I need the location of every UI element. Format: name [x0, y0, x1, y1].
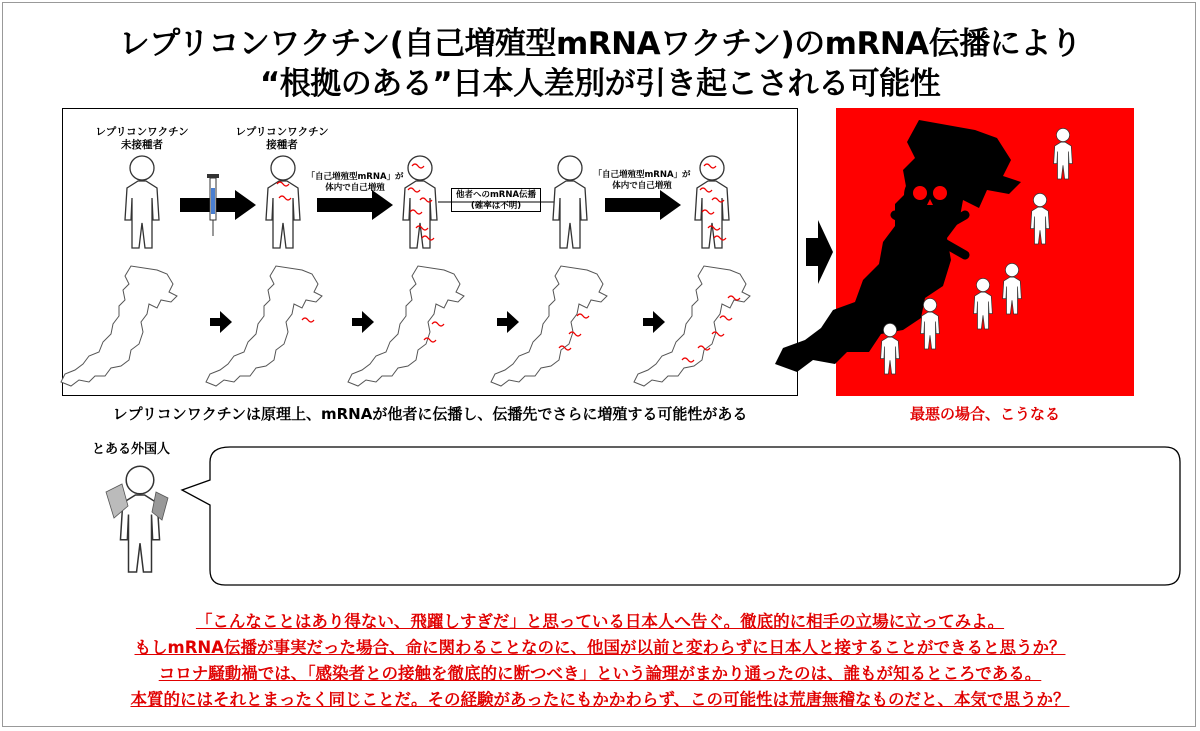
- arrow-icon: [605, 190, 681, 220]
- arrow-icon: [497, 311, 519, 333]
- warning-line: 「こんなことはあり得ない、飛躍しすぎだ」と思っている日本人へ告ぐ。徹底的に相手の立場に立ってみよ。: [195, 612, 1005, 631]
- person-icon: [553, 156, 587, 248]
- arrow-icon: [210, 311, 232, 333]
- person-icon: [695, 156, 729, 248]
- warning-line: コロナ騒動禍では、「感染者との接触を徹底的に断つべき」という論理がまかり通ったのは、誰もが知るところである。: [158, 664, 1042, 683]
- self-amplify-label: 「自己増殖型mRNA」が 体内で自己増殖: [306, 172, 404, 193]
- arrow-icon: [806, 220, 833, 284]
- arrow-icon: [317, 190, 393, 220]
- person-icon: [974, 278, 993, 329]
- arrow-icon: [643, 311, 665, 333]
- speech-bubble: [182, 447, 1180, 585]
- person-icon: [1003, 263, 1022, 314]
- diagram-caption: レプリコンワクチンは原理上、mRNAが他者に伝播し、伝播先でさらに増殖する可能性がある: [112, 405, 748, 423]
- person-icon: [1031, 193, 1050, 244]
- japan-map-icon: [61, 266, 177, 386]
- person-icon: [403, 156, 437, 248]
- person-icon: [125, 156, 159, 248]
- arrow-icon: [180, 190, 256, 220]
- spread-label: 他者へのmRNA伝播 (確率は不明): [451, 188, 541, 212]
- person-icon: [120, 466, 159, 572]
- unvaccinated-label: レプリコンワクチン 未接種者: [95, 126, 189, 151]
- warning-line: もしmRNA伝播が事実だった場合、命に関わることなのに、他国が以前と変わらずに日本人と接することができると思うか？: [134, 638, 1066, 657]
- worst-case-caption: 最悪の場合、こうなる: [909, 405, 1060, 423]
- person-icon: [881, 323, 900, 374]
- self-amplify-label-b: 「自己増殖型mRNA」が 体内で自己増殖: [593, 170, 691, 191]
- person-icon: [266, 156, 300, 248]
- title-line-2: “根拠のある”日本人差別が引き起こされる可能性: [259, 66, 941, 102]
- warning-line: 本質的にはそれとまったく同じことだ。その経験があったにもかかわらず、この可能性は荒唐無稽なものだと、本気で思うか？: [130, 690, 1070, 709]
- arrow-icon: [352, 311, 374, 333]
- vaccinated-label: レプリコンワクチン 接種者: [235, 126, 329, 151]
- person-icon: [1054, 128, 1073, 179]
- person-icon: [921, 298, 940, 349]
- title-line-1: レプリコンワクチン(自己増殖型mRNAワクチン)のmRNA伝播により: [118, 26, 1082, 62]
- foreigner-label: とある外国人: [92, 442, 171, 457]
